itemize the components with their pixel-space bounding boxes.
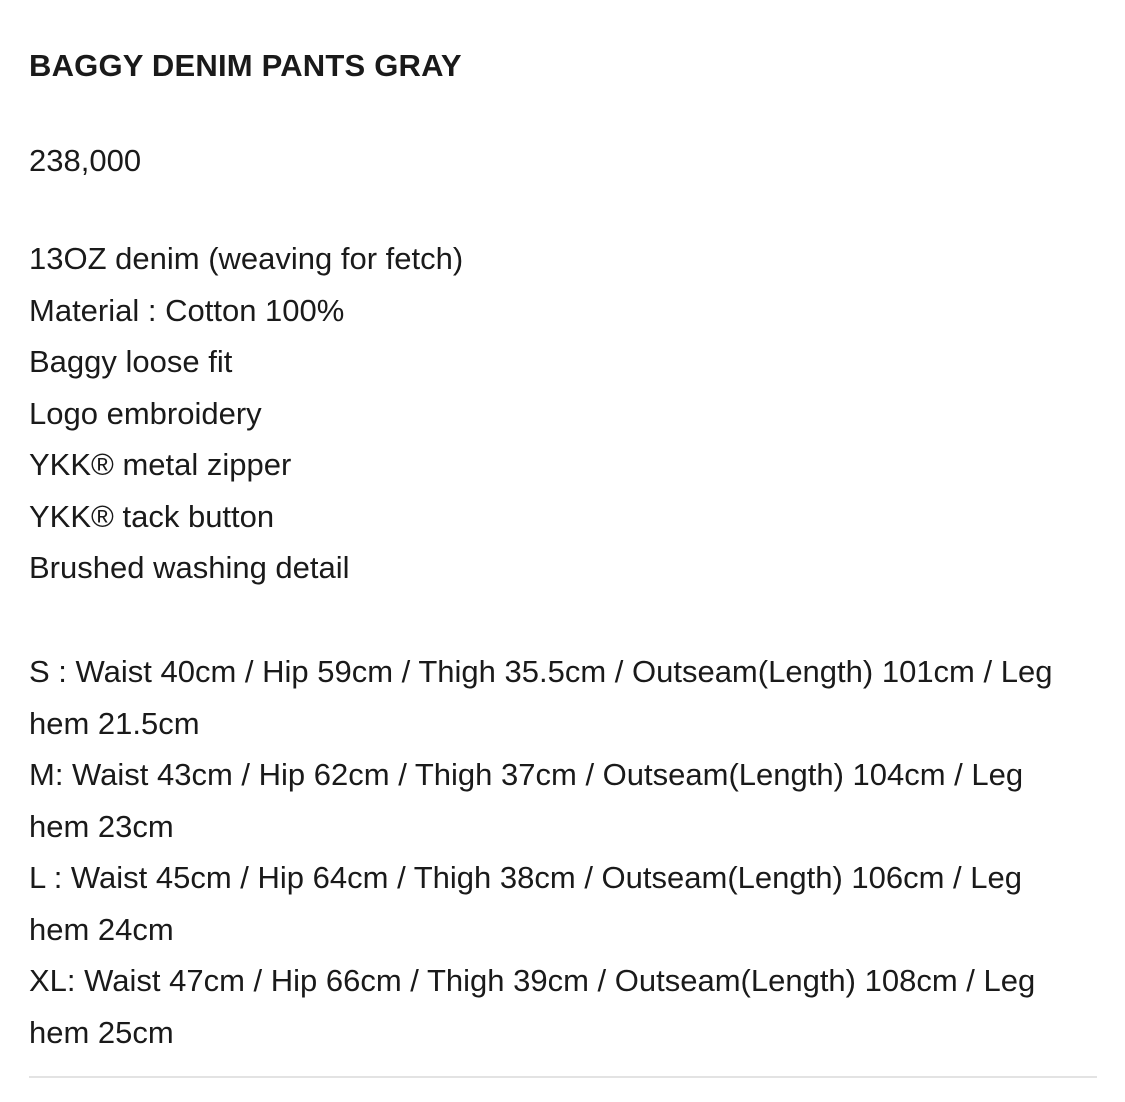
product-title: BAGGY DENIM PANTS GRAY bbox=[29, 48, 462, 83]
size-row-l: L : Waist 45cm / Hip 64cm / Thigh 38cm / Outseam(Length) 106cm / Leg hem 24cm bbox=[29, 860, 1022, 947]
feature-item: Baggy loose fit bbox=[29, 344, 233, 379]
feature-list bbox=[29, 233, 463, 594]
feature-item: 13OZ denim (weaving for fetch) bbox=[29, 241, 464, 276]
feature-item: YKK® metal zipper bbox=[29, 447, 292, 482]
size-row-xl: XL: Waist 47cm / Hip 66cm / Thigh 39cm / Outseam(Length) 108cm / Leg hem 25cm bbox=[29, 963, 1036, 1050]
feature-item: Brushed washing detail bbox=[29, 550, 350, 585]
feature-item: Logo embroidery bbox=[29, 395, 262, 431]
product-price: 238,000 bbox=[29, 143, 142, 178]
size-chart bbox=[29, 646, 1089, 1058]
feature-item: Material : Cotton 100% bbox=[29, 292, 345, 328]
section-divider bbox=[29, 1076, 1097, 1078]
size-row-m: M: Waist 43cm / Hip 62cm / Thigh 37cm / Outseam(Length) 104cm / Leg hem 23cm bbox=[29, 757, 1024, 844]
feature-item: YKK® tack button bbox=[29, 498, 275, 534]
size-row-s: S : Waist 40cm / Hip 59cm / Thigh 35.5cm / Outseam(Length) 101cm / Leg hem 21.5cm bbox=[29, 654, 1053, 741]
